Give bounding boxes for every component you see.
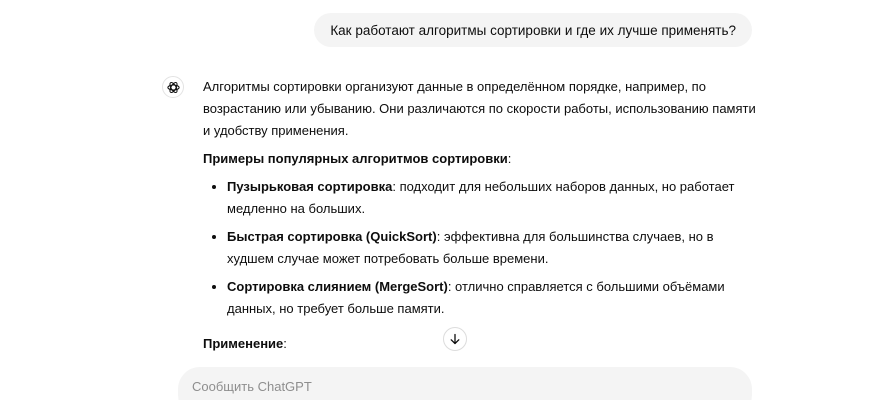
assistant-message [203,76,759,326]
list-item-title: Быстрая сортировка (QuickSort) [227,229,437,244]
list-item-text: : эффективна для большинства случаев, но в худшем случае может потребовать больше времени. [227,229,714,266]
list-item-text: : отлично справляется с большими объёмами данных, но требует больше памяти. [227,279,725,316]
list-item [227,226,759,270]
list-item-title: Пузырьковая сортировка [227,179,393,194]
algorithms-list [203,176,759,320]
user-message-bubble [314,13,752,47]
message-input[interactable] [192,368,738,400]
scroll-to-bottom-button[interactable] [443,327,467,351]
list-item-text: : подходит для небольших наборов данных, но работает медленно на больших. [227,179,735,216]
application-heading-colon: : [283,336,287,351]
examples-heading-bold: Примеры популярных алгоритмов сортировки [203,151,508,166]
examples-heading-colon: : [507,151,512,166]
arrow-down-icon [449,333,461,345]
list-item [227,176,759,220]
openai-logo-icon [162,76,184,98]
list-item-title: Сортировка слиянием (MergeSort) [227,279,448,294]
message-composer [178,367,752,400]
user-message-text: Как работают алгоритмы сортировки и где их лучше применять? [330,22,736,38]
application-heading [203,333,287,355]
examples-heading [203,148,759,170]
assistant-intro: Алгоритмы сортировки организуют данные в определённом порядке, например, по возрастанию или убыванию. Они различаются по скорости работы, использованию памяти и удобству применения. [203,79,756,138]
list-item [227,276,759,320]
application-heading-bold: Применение [203,336,284,351]
